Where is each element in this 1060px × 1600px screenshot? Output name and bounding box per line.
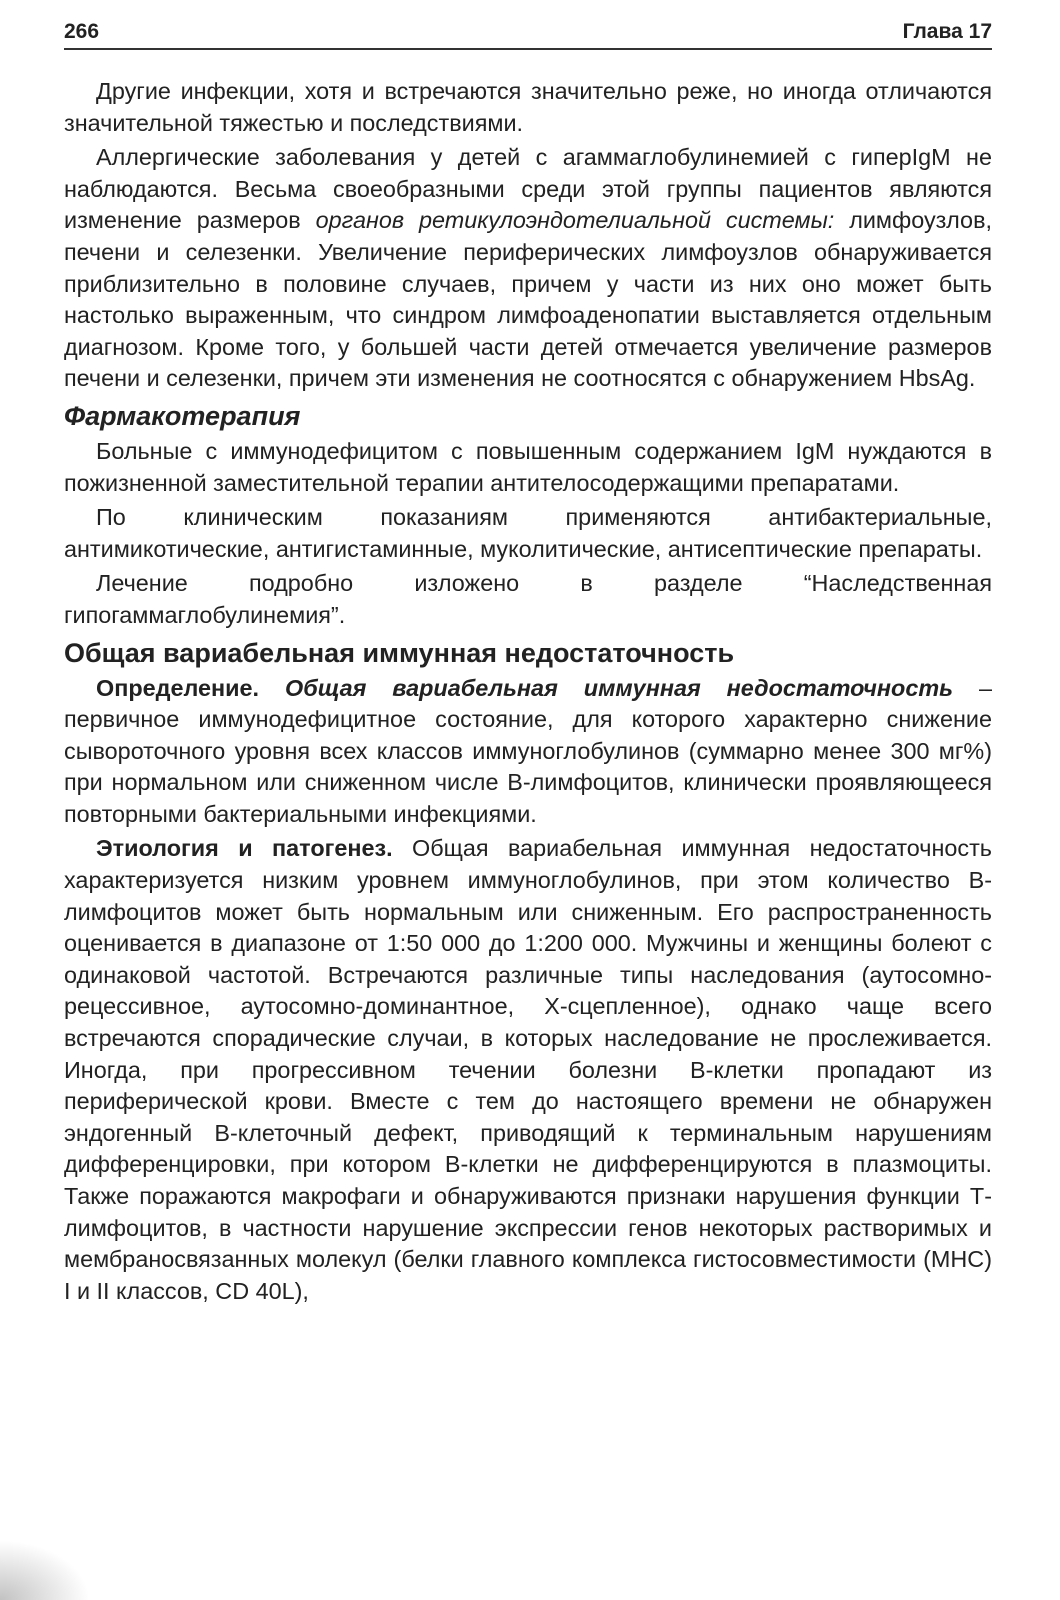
- page-number: 266: [64, 20, 100, 43]
- page-edge-shadow: [0, 1540, 90, 1600]
- chapter-title: Глава 17: [902, 20, 992, 43]
- italic-term: органов ретикулоэндотелиальной системы:: [315, 207, 835, 234]
- heading-cvid: Общая вариабельная иммунная недостаточность: [64, 637, 735, 668]
- text-run: лимфоузлов, печени и селезенки. Увеличение периферических лимфоузлов обнаруживается приблизительно в половине случаев, причем у части из них оно может быть настолько выраженным, что синдром лимфоаденопатии выставляется отдельным диагнозом. Кроме того, у большей части детей отмечается увеличение размеров печени и селезенки, причем эти изменения не соотносятся с обнаружением HbsAg.: [64, 207, 992, 392]
- paragraph-clinical-indications: По клиническим показаниям применяются антибактериальные, антимикотические, антигистаминные, муколитические, антисептические препараты.: [64, 504, 992, 562]
- text-run: Общая вариабельная иммунная недостаточность характеризуется низким уровнем иммуноглобулинов, при этом количество В-лимфоцитов может быть нормальным или сниженным. Его распространенность оценивается в диапазоне от 1:50 000 до 1:200 000. Мужчины и женщины болеют с одинаковой частотой. Встречаются различные типы наследования (аутосомно-рецессивное, аутосомно-доминантное, Х-сцепленное), однако чаще всего встречаются спорадические случаи, в которых наследование не прослеживается. Иногда, при прогрессивном течении болезни В-клетки пропадают из периферической крови. Вместе с тем до настоящего времени не обнаружен эндогенный В-клеточный дефект, приводящий к терминальным нарушениям дифференцировки, при котором В-клетки не дифференцируются в плазмоциты. Также поражаются макрофаги и обнаруживаются признаки нарушения функции Т-лимфоцитов, в частности нарушение экспрессии генов некоторых растворимых и мембраносвязанных молекул (белки главного комплекса гистосовместимости (МНС) I и II классов, CD 40L),: [64, 835, 992, 1304]
- definition-term: Общая вариабельная иммунная недостаточность: [285, 674, 954, 701]
- page-content: [64, 76, 992, 1310]
- paragraph-other-infections: Другие инфекции, хотя и встречаются значительно реже, но иногда отличаются значительной тяжестью и последствиями.: [64, 78, 992, 136]
- text-run: – первичное иммунодефицитное состояние, для которого характерно снижение сывороточного уровня всех классов иммуноглобулинов (суммарно менее 300 мг%) при нормальном или сниженном числе В-лимфоцитов, клинически проявляющееся повторными бактериальными инфекциями.: [64, 674, 992, 827]
- definition-label: Определение.: [96, 674, 260, 701]
- heading-pharmacotherapy: Фармакотерапия: [64, 400, 301, 431]
- paragraph-replacement-therapy: Больные с иммунодефицитом с повышенным содержанием IgM нуждаются в пожизненной заместительной терапии антителосодержащими препаратами.: [64, 437, 992, 496]
- paragraph-definition: [64, 673, 992, 831]
- text-run: Аллергические заболевания у детей с агаммаглобулинемией с гиперIgM не наблюдаются. Весьма своеобразными среди этой группы пациентов являются изменение размеров: [64, 144, 992, 234]
- paragraph-allergic: [64, 142, 992, 395]
- paragraph-treatment-reference: Лечение подробно изложено в разделе “Наследственная гипогаммаглобулинемия”.: [64, 570, 992, 628]
- etiology-label: Этиология и патогенез.: [96, 835, 393, 862]
- paragraph-etiology: [64, 833, 992, 1307]
- running-head: [64, 18, 992, 50]
